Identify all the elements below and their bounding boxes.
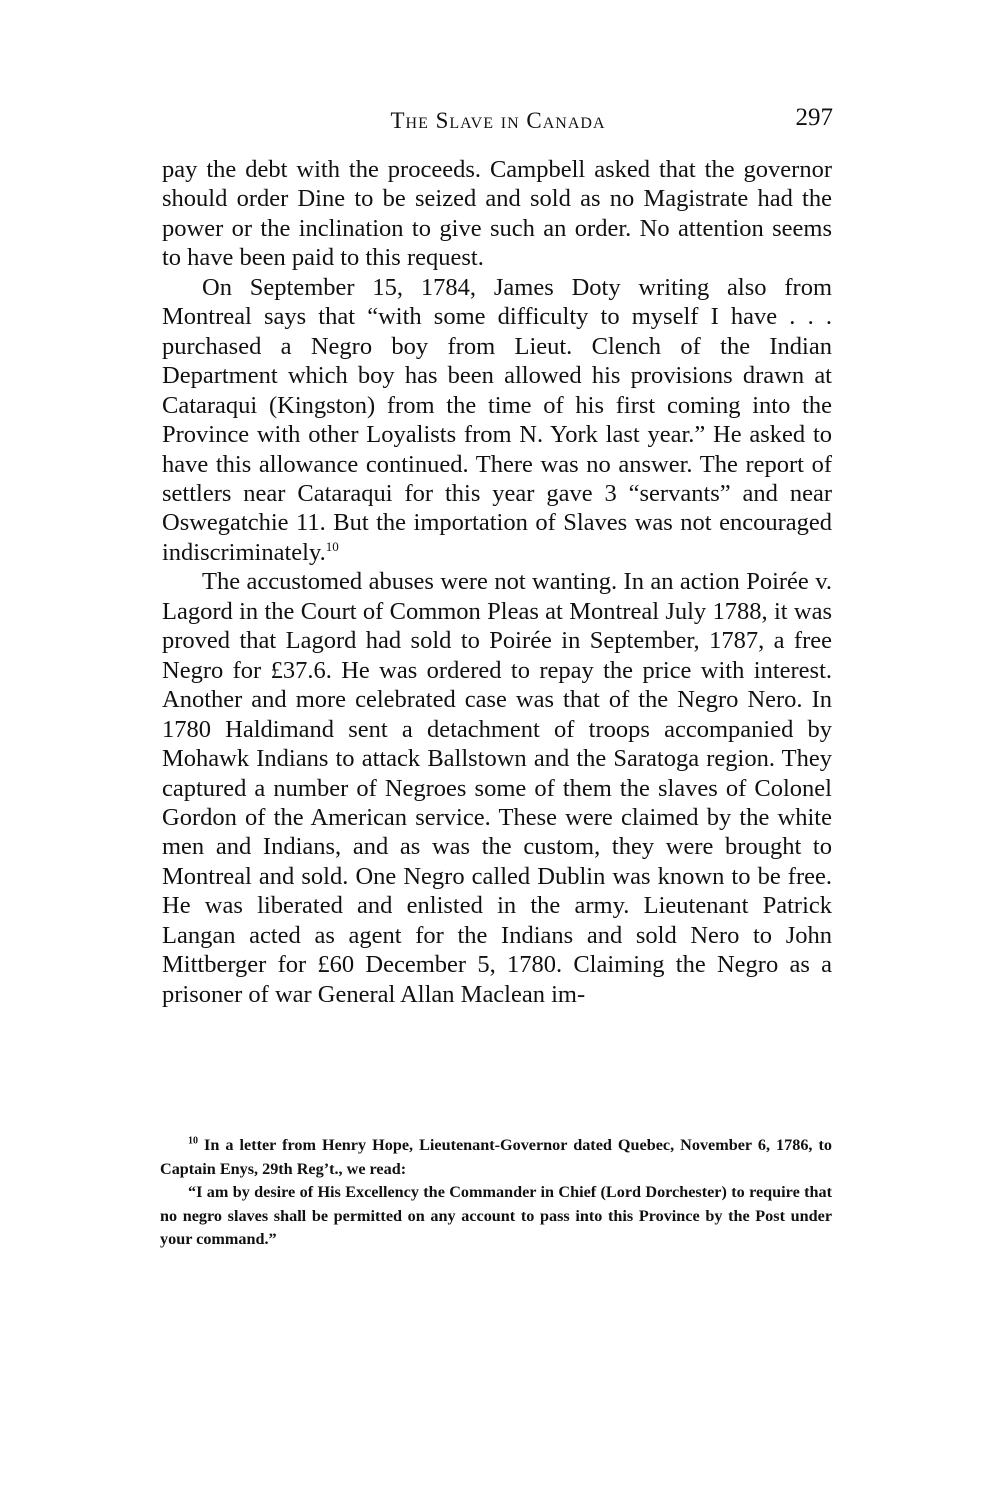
running-head: [163, 104, 833, 144]
footnote-10-quote-text: “I am by desire of His Excellency the Commander in Chief (Lord Dorchester) to require that no negro slaves shall be permitted on any account to pass into this Province by the Post under your command.”: [160, 1183, 832, 1248]
footnotes: [160, 1134, 832, 1252]
footnote-10-quote: [160, 1181, 832, 1252]
paragraph-1: [162, 155, 832, 273]
page-number: 297: [795, 104, 833, 131]
body-text: [162, 155, 832, 1009]
paragraph-1-text: pay the debt with the proceeds. Campbell asked that the governor should order Dine to be seized and sold as no Magistrate had the power or the inclination to give such an order. No attention seems to have been paid to this request.: [162, 156, 832, 272]
paragraph-3: [162, 567, 832, 1009]
footnote-reference: 10: [325, 538, 339, 554]
footnote-10: [160, 1134, 832, 1181]
footnote-number: 10: [188, 1135, 198, 1147]
paragraph-3-text: The accustomed abuses were not wanting. In an action Poirée v. Lagord in the Court of Common Pleas at Montreal July 1788, it was proved that Lagord had sold to Poirée in September, 1787, a free Negro for £37.6. He was ordered to repay the price with interest. Another and more celebrated case was that of the Negro Nero. In 1780 Haldimand sent a detachment of troops accompanied by Mohawk Indians to attack Ballstown and the Saratoga region. They captured a number of Negroes some of them the slaves of Colonel Gordon of the American service. These were claimed by the white men and Indians, and as was the custom, they were brought to Montreal and sold. One Negro called Dublin was known to be free. He was liberated and enlisted in the army. Lieutenant Patrick Langan acted as agent for the Indians and sold Nero to John Mittberger for £60 December 5, 1780. Claiming the Negro as a prisoner of war General Allan Maclean im-: [162, 568, 832, 1008]
footnote-10-text: In a letter from Henry Hope, Lieutenant-Governor dated Quebec, November 6, 1786, to Captain Enys, 29th Reg’t., we read:: [160, 1136, 832, 1178]
running-title: The Slave in Canada: [390, 108, 606, 133]
paragraph-2-text: On September 15, 1784, James Doty writing also from Montreal says that “with some difficulty to myself I have . . . purchased a Negro boy from Lieut. Clench of the Indian Department which boy has been allowed his provisions drawn at Cataraqui (Kingston) from the time of his first coming into the Province with other Loyalists from N. York last year.” He asked to have this allowance continued. There was no answer. The report of settlers near Cataraqui for this year gave 3 “servants” and near Oswegatchie 11. But the importation of Slaves was not encouraged indiscriminately.: [162, 273, 832, 566]
paragraph-2: [162, 273, 832, 568]
